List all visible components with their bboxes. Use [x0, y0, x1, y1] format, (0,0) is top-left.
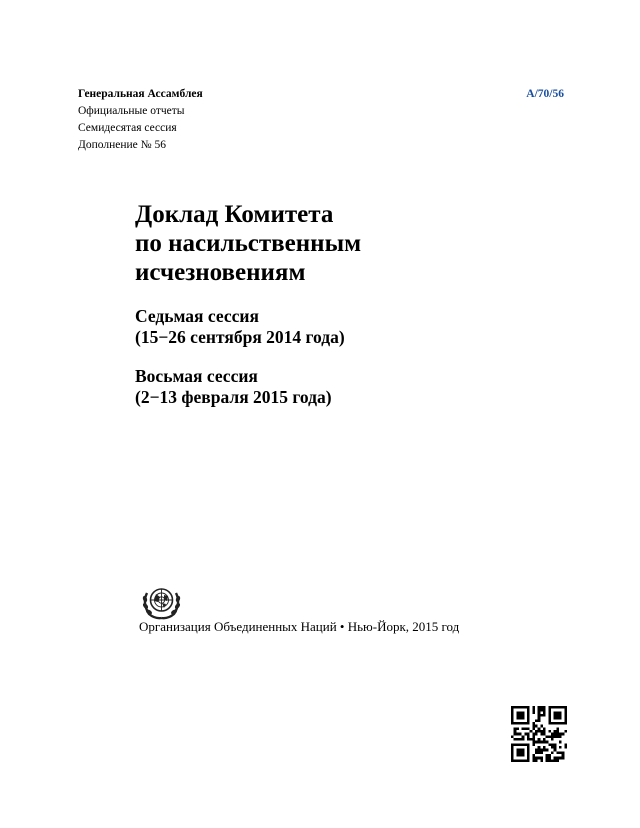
organ-name: Генеральная Ассамблея: [78, 88, 203, 100]
title-line-2: по насильственным: [135, 230, 362, 257]
publisher-line: Организация Объединенных Наций • Нью-Йорк, 2015 год: [139, 619, 460, 634]
session-eighth-dates: (2−13 февраля 2015 года): [135, 387, 332, 407]
session-seventh-name: Седьмая сессия: [135, 306, 259, 326]
document-header: [78, 86, 203, 154]
title-line-1: Доклад Комитета: [135, 201, 334, 228]
title-line-3: исчезновениям: [135, 259, 306, 286]
supplement-number: Дополнение № 56: [78, 139, 166, 151]
qr-code-icon: [511, 706, 567, 762]
un-emblem-icon: [139, 583, 184, 621]
session-number: Семидесятая сессия: [78, 122, 177, 134]
document-symbol: A/70/56: [526, 88, 564, 100]
session-eighth-name: Восьмая сессия: [135, 366, 258, 386]
title-block: [135, 200, 361, 408]
official-records: Официальные отчеты: [78, 105, 185, 117]
session-seventh-dates: (15−26 сентября 2014 года): [135, 327, 345, 347]
